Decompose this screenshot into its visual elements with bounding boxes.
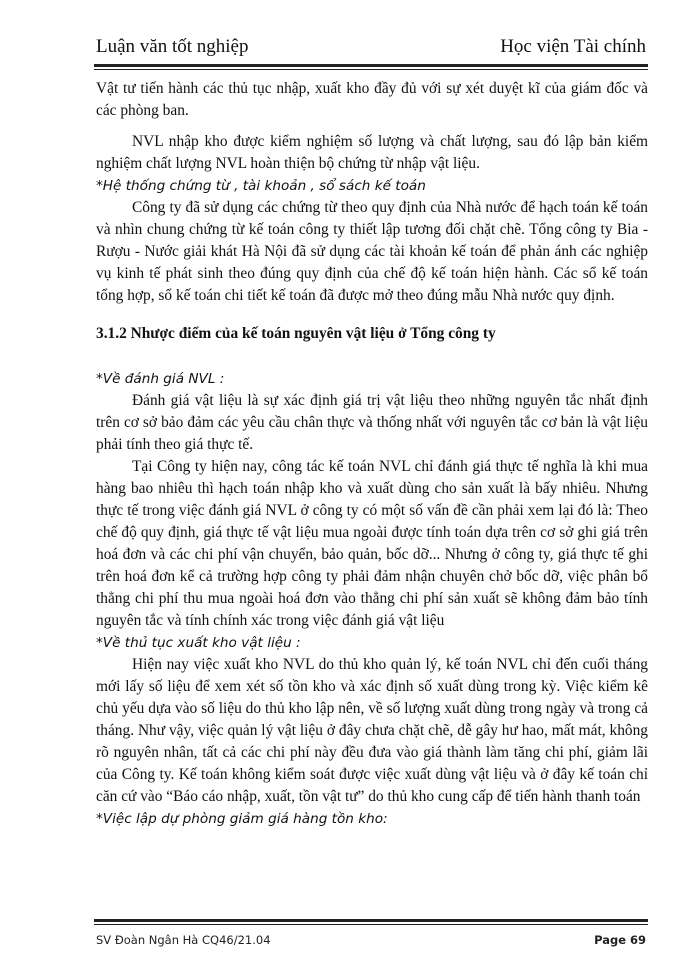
paragraph-danh-gia-vat-lieu: Đánh giá vật liệu là sự xác định giá trị vật liệu theo những nguyên tắc nhất định trên cơ sở bảo đảm các yêu cầu chân thực và thống nhất với nguyên tắc cơ bản là vật liệu phải tính theo giá thực tế. <box>96 392 648 453</box>
paragraph-nvl-nhap-kho: NVL nhập kho được kiểm nghiệm số lượng và chất lượng, sau đó lập bản kiểm nghiệm chất lượng NVL hoàn thiện bộ chứng từ nhập vật liệu. <box>96 133 648 172</box>
paragraph-tai-cong-ty: Tại Công ty hiện nay, công tác kế toán NVL chỉ đánh giá thực tế nghĩa là khi mua hàng bao nhiêu thì hạch toán nhập kho và xuất dùng cho sản xuất là bấy nhiêu. Nhưng thực tế trong việc đánh giá NVL ở công ty có một số vấn đề cần phải xem lại đó là: Theo chế độ quy định, giá thực tế vật liệu mua ngoài được tính toán dựa trên cơ sở ghi giá trên hoá đơn và các chi phí vận chuyển, bảo quản, bốc dỡ... Nhưng ở công ty, giá thực tế ghi trên hoá đơn kể cả trường hợp công ty phải đảm nhận chuyên chở bốc dỡ, việc phân bổ thẳng chi phí thu mua ngoài hoá đơn vào thẳng chi phí sản xuất sẽ không đảm bảo tính nguyên tắc và tính chính xác trong việc đánh giá vật liệu <box>96 458 648 629</box>
page-footer <box>96 933 646 953</box>
paragraph-hien-nay: Hiện nay việc xuất kho NVL do thủ kho quản lý, kế toán NVL chỉ đến cuối tháng mới lấy số liệu để xem xét số tồn kho và xác định số xuất dùng trong kỳ. Việc kiểm kê chủ yếu dựa vào số liệu do thủ kho lập nên, về số lượng xuất dùng trong ngày và trong cả tháng. Như vậy, việc quản lý vật liệu ở đây chưa chặt chẽ, dễ gây hư hao, mất mát, không rõ nguyên nhân, tất cả các chi phí này đều đưa vào giá thành làm tăng chi phí, giảm lãi của Công ty. Kế toán không kiểm soát được việc xuất dùng vật liệu và ở đây kế toán chỉ căn cứ vào “Báo cáo nhập, xuất, tồn vật tư” do thủ kho cung cấp để tiến hành thanh toán <box>96 656 648 805</box>
page-body <box>96 78 648 830</box>
subheading-chung-tu: *Hệ thống chứng từ , tài khoản , sổ sách kế toán <box>96 178 426 194</box>
header-rule-thin <box>94 69 648 70</box>
header-rule-thick <box>94 64 648 67</box>
footer-rule-thin <box>94 924 648 925</box>
header-institution: Học viện Tài chính <box>500 36 646 57</box>
page-header <box>96 36 646 66</box>
footer-page-number: Page 69 <box>594 933 646 947</box>
footer-rule-thick <box>94 919 648 922</box>
subheading-xuat-kho: *Về thủ tục xuất kho vật liệu : <box>96 635 301 651</box>
footer-student-name: SV Đoàn Ngân Hà CQ46/21.04 <box>96 933 271 947</box>
subheading-du-phong: *Việc lập dự phòng giảm giá hàng tồn kho: <box>96 811 388 827</box>
header-thesis-title: Luận văn tốt nghiệp <box>96 36 249 57</box>
subheading-danh-gia-nvl: *Về đánh giá NVL : <box>96 371 225 387</box>
paragraph-cong-ty-chung-tu: Công ty đã sử dụng các chứng từ theo quy định của Nhà nước để hạch toán kế toán và nhìn chung chứng từ kế toán công ty thiết lập tương đối chặt chẽ. Tổng công ty Bia - Rượu - Nước giải khát Hà Nội đã sử dụng các tài khoản kế toán để phản ánh các nghiệp vụ kinh tế phát sinh theo đúng quy định của chế độ kế toán hiện hành. Các sổ kế toán tổng hợp, sổ kế toán chi tiết kế toán đã được mở theo đúng mẫu Nhà nước quy định. <box>96 199 648 304</box>
paragraph-vat-tu: Vật tư tiến hành các thủ tục nhập, xuất kho đầy đủ với sự xét duyệt kĩ của giám đốc và các phòng ban. <box>96 80 648 119</box>
section-heading-3-1-2: 3.1.2 Nhược điểm của kế toán nguyên vật liệu ở Tổng công ty <box>96 325 496 342</box>
